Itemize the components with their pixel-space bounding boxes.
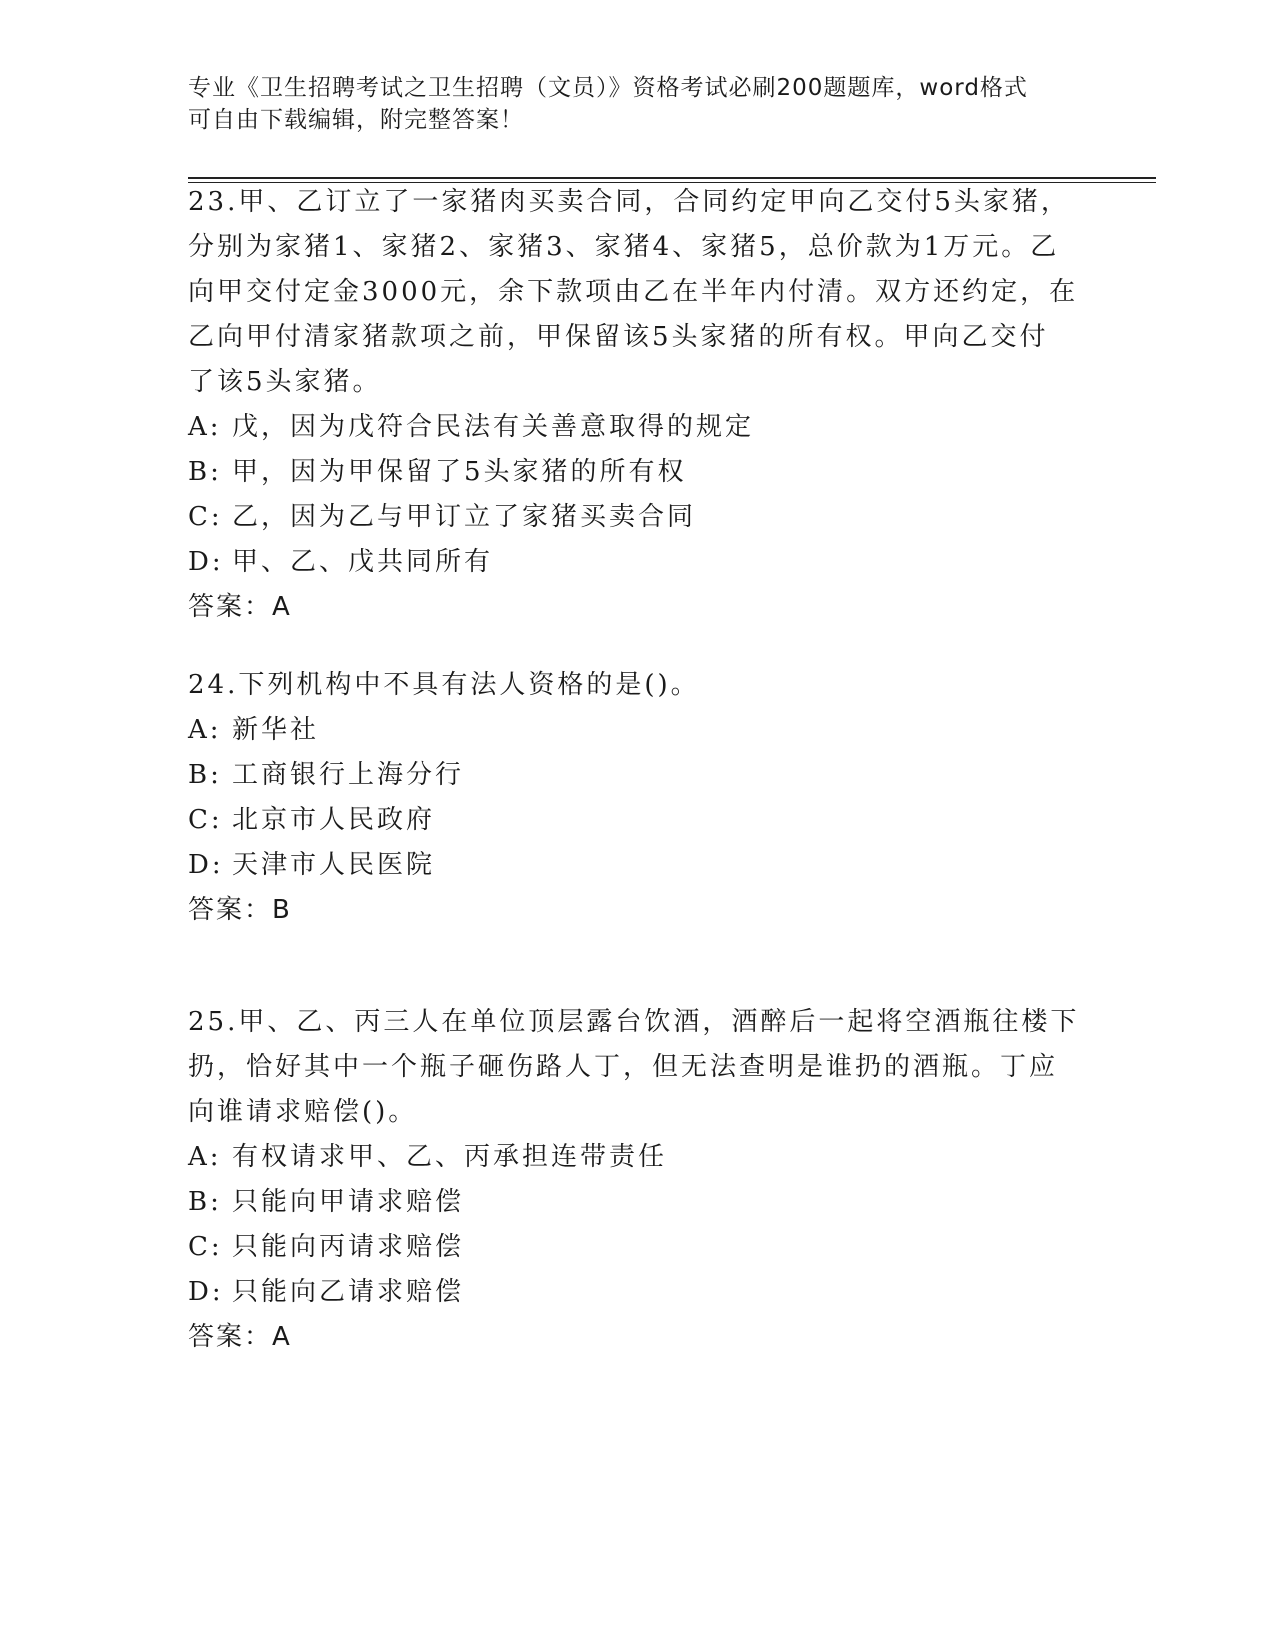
header-line-2: 可自由下载编辑，附完整答案！ [188,107,524,133]
answer-line: 答案：B [188,895,292,925]
question-line: 乙向甲付清家猪款项之前，甲保留该5头家猪的所有权。甲向乙交付 [188,322,1049,352]
document-header [188,72,1088,136]
option-letter: A: [188,1142,222,1172]
option-text: 新华社 [232,715,320,745]
option-b [188,450,1088,495]
option-text: 北京市人民政府 [232,805,436,835]
option-b [188,753,1088,798]
option-c [188,1225,1088,1270]
option-d [188,1270,1088,1315]
option-d [188,540,1088,585]
option-text: 戊，因为戊符合民法有关善意取得的规定 [232,412,755,442]
answer-line: 答案：A [188,592,292,622]
option-letter: B: [188,760,222,790]
question-stem [188,1000,1088,1135]
question-line: 了该5头家猪。 [188,367,382,397]
option-a [188,1135,1088,1180]
question-line: 向谁请求赔偿()。 [188,1097,418,1127]
answer-line: 答案：A [188,1322,292,1352]
question-25 [188,1000,1088,1360]
option-letter: A: [188,715,222,745]
option-a [188,405,1088,450]
option-text: 甲，因为甲保留了5头家猪的所有权 [232,457,687,487]
question-line: 24.下列机构中不具有法人资格的是()。 [188,670,700,700]
option-text: 天津市人民医院 [232,850,436,880]
option-c [188,798,1088,843]
option-text: 有权请求甲、乙、丙承担连带责任 [232,1142,668,1172]
option-letter: B: [188,457,222,487]
question-line: 25.甲、乙、丙三人在单位顶层露台饮酒，酒醉后一起将空酒瓶往楼下 [188,1007,1080,1037]
option-text: 工商银行上海分行 [232,760,465,790]
question-line: 扔，恰好其中一个瓶子砸伤路人丁，但无法查明是谁扔的酒瓶。丁应 [188,1052,1059,1082]
question-stem [188,180,1088,405]
option-d [188,843,1088,888]
question-line: 23.甲、乙订立了一家猪肉买卖合同，合同约定甲向乙交付5头家猪， [188,187,1070,217]
option-letter: A: [188,412,222,442]
option-letter: D: [188,1277,224,1307]
question-stem [188,663,1088,708]
option-letter: B: [188,1187,222,1217]
header-line-1: 专业《卫生招聘考试之卫生招聘（文员）》资格考试必刷200题题库，word格式 [188,75,1028,101]
option-text: 只能向丙请求赔偿 [232,1232,465,1262]
option-text: 只能向甲请求赔偿 [232,1187,465,1217]
option-letter: C: [188,805,223,835]
option-text: 只能向乙请求赔偿 [232,1277,465,1307]
question-line: 分别为家猪1、家猪2、家猪3、家猪4、家猪5，总价款为1万元。乙 [188,232,1060,262]
option-a [188,708,1088,753]
option-c [188,495,1088,540]
option-letter: C: [188,502,223,532]
option-text: 乙，因为乙与甲订立了家猪买卖合同 [232,502,697,532]
option-letter: C: [188,1232,223,1262]
question-23 [188,180,1088,630]
option-letter: D: [188,547,224,577]
option-letter: D: [188,850,224,880]
question-line: 向甲交付定金3000元，余下款项由乙在半年内付清。双方还约定，在 [188,277,1079,307]
option-b [188,1180,1088,1225]
header-divider-thick [188,177,1156,179]
option-text: 甲、乙、戊共同所有 [232,547,494,577]
question-24 [188,663,1088,933]
